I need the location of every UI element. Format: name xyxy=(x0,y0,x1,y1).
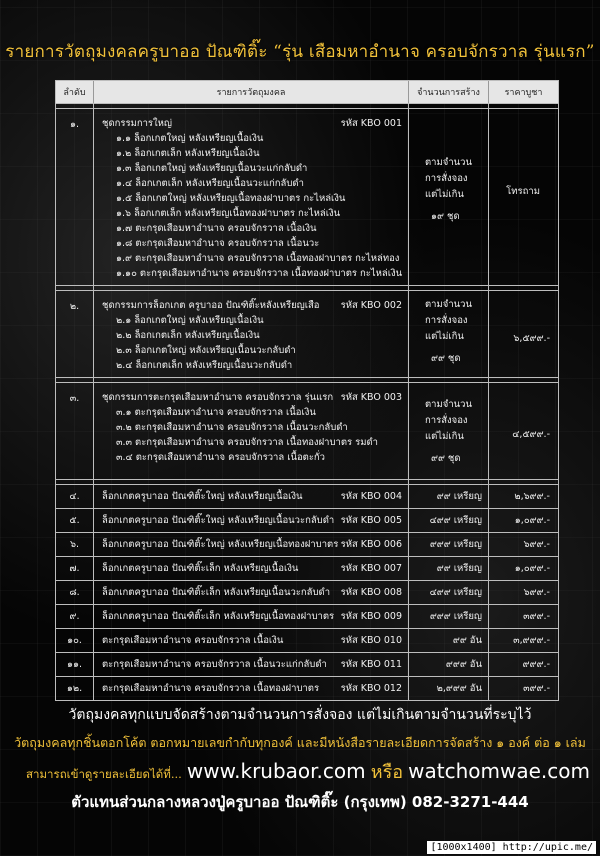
price-cell: ๓๙๙.- xyxy=(523,611,550,622)
price-cell xyxy=(489,109,558,285)
price-cell: ๑,๐๙๙.- xyxy=(514,515,550,526)
row-number: ๙. xyxy=(56,605,94,628)
price-cell: ๑,๐๙๙.- xyxy=(514,563,550,574)
qty-cell: ๔๙๙ เหรียญ xyxy=(409,581,489,604)
table-row xyxy=(56,653,558,677)
group-title-line xyxy=(102,391,402,405)
price-value: โทรถาม xyxy=(506,186,540,197)
table-row xyxy=(56,605,558,629)
header-price: ราคาบูชา xyxy=(504,88,543,98)
item-name: ล็อกเกตครูบาออ ปัณฑิติ๊ะใหญ่ หลังเหรียญเนื้อทองฝาบาตร xyxy=(102,539,339,550)
image-host-watermark: [1000x1400] http://upic.me/ xyxy=(427,841,596,854)
qty-line: แต่ไม่เกิน xyxy=(425,331,464,342)
qty-line: การสั่งจอง xyxy=(425,415,468,426)
item-name: ตะกรุดเสือมหาอำนาจ ครอบจักรวาล เนื้อทองฝาบาตร xyxy=(102,683,320,694)
qty-count: ๙๙ ชุด xyxy=(431,353,461,364)
item-cell xyxy=(94,533,409,556)
item-code: รหัส KBO 001 xyxy=(340,118,402,129)
price-cell: ๖๙๙.- xyxy=(523,539,550,550)
row-number: ๘. xyxy=(56,581,94,604)
sub-item: ๒.๓ ล็อกเกตใหญ่ หลังเหรียญเนื้อนวะกลับดำ xyxy=(116,345,296,356)
item-cell xyxy=(94,677,409,700)
group-name: ชุดกรรมการล็อกเกต ครูบาออ ปัณฑิติ๊ะหลังเหรียญเสือ xyxy=(102,300,320,311)
price-cell: ๖๙๙.- xyxy=(523,587,550,598)
qty-line: ตามจำนวน xyxy=(425,299,472,310)
item-cell xyxy=(94,557,409,580)
item-name: ล็อกเกตครูบาออ ปัณฑิติ๊ะเล็ก หลังเหรียญเนื้อเงิน xyxy=(102,563,299,574)
item-cell xyxy=(94,605,409,628)
item-code: รหัส KBO 012 xyxy=(340,683,402,694)
sub-item: ๒.๒ ล็อกเกตเล็ก หลังเหรียญเนื้อเงิน xyxy=(116,330,260,341)
agent-contact: ตัวแทนส่วนกลางหลวงปู่ครูบาออ ปัณฑิติ๊ะ (กรุงเทพ) 082-3271-444 xyxy=(71,793,529,811)
row-number: ๑๒. xyxy=(56,677,94,700)
item-code: รหัส KBO 002 xyxy=(340,300,402,311)
qty-count: ๙๙ ชุด xyxy=(431,453,461,464)
row-number: ๑. xyxy=(56,109,94,285)
qty-line: แต่ไม่เกิน xyxy=(425,431,464,442)
qty-line: ตามจำนวน xyxy=(425,157,472,168)
website-link-1[interactable]: www.krubaor.com xyxy=(186,759,366,783)
item-name: ตะกรุดเสือมหาอำนาจ ครอบจักรวาล เนื้อนวะแก่กลับดำ xyxy=(102,659,327,670)
item-code: รหัส KBO 009 xyxy=(340,611,402,622)
price-cell: ๓๙๙.- xyxy=(523,683,550,694)
row-number: ๑๑. xyxy=(56,653,94,676)
qty-cell: ๔๙๙ เหรียญ xyxy=(409,509,489,532)
sub-item: ๓.๓ ตะกรุดเสือมหาอำนาจ ครอบจักรวาล เนื้อทองฝาบาตร รมดำ xyxy=(116,437,378,448)
price-cell: ๒,๖๙๙.- xyxy=(514,491,550,502)
table-row xyxy=(56,533,558,557)
item-cell xyxy=(94,383,409,479)
item-name: ตะกรุดเสือมหาอำนาจ ครอบจักรวาล เนื้อเงิน xyxy=(102,635,284,646)
price-cell: ๙๙๙.- xyxy=(522,659,550,670)
group-name: ชุดกรรมการใหญ่ xyxy=(102,118,173,129)
item-code: รหัส KBO 003 xyxy=(340,392,402,403)
qty-cell: ๒,๙๙๙ อัน xyxy=(409,677,489,700)
qty-cell: ๙๙ เหรียญ xyxy=(409,485,489,508)
item-code: รหัส KBO 004 xyxy=(340,491,402,502)
website-link-2[interactable]: watchomwae.com xyxy=(408,759,591,783)
sub-item: ๓.๑ ตะกรุดเสือมหาอำนาจ ครอบจักรวาล เนื้อเงิน xyxy=(116,407,316,418)
item-code: รหัส KBO 006 xyxy=(340,539,402,550)
table-row xyxy=(56,485,558,509)
price-value: ๖,๕๙๙.- xyxy=(513,333,550,344)
table-row xyxy=(56,557,558,581)
sub-item: ๑.๓ ล็อกเกตใหญ่ หลังเหรียญเนื้อนวะแก่กลับดำ xyxy=(116,163,308,174)
qty-line: ตามจำนวน xyxy=(425,399,472,410)
qty-cell: ๙๙๙ เหรียญ xyxy=(409,533,489,556)
row-number: ๑๐. xyxy=(56,629,94,652)
sub-item: ๒.๔ ล็อกเกตเล็ก หลังเหรียญเนื้อนวะกลับดำ xyxy=(116,360,293,371)
item-cell xyxy=(94,509,409,532)
item-code: รหัส KBO 005 xyxy=(340,515,402,526)
price-table xyxy=(55,80,559,701)
row-number: ๓. xyxy=(56,383,94,479)
row-number: ๔. xyxy=(56,485,94,508)
sub-item: ๑.๘ ตะกรุดเสือมหาอำนาจ ครอบจักรวาล เนื้อนวะ xyxy=(116,238,320,249)
qty-cell xyxy=(409,383,489,479)
sub-item: ๑.๑ ล็อกเกตใหญ่ หลังเหรียญเนื้อเงิน xyxy=(116,133,264,144)
item-cell xyxy=(94,653,409,676)
qty-cell: ๙๙ เหรียญ xyxy=(409,557,489,580)
item-name: ล็อกเกตครูบาออ ปัณฑิติ๊ะใหญ่ หลังเหรียญเนื้อนวะกลับดำ xyxy=(102,515,335,526)
stamp-note: วัตถุมงคลทุกชิ้นตอกโค้ต ตอกหมายเลขกำกับทุกองค์ และมีหนังสือรายละเอียดการจัดสร้าง ๑ องค์ ต่อ ๑ เล่ม xyxy=(14,735,586,750)
price-cell xyxy=(489,291,558,377)
item-cell xyxy=(94,629,409,652)
table-row xyxy=(56,581,558,605)
header-qty: จำนวนการสร้าง xyxy=(409,81,489,103)
item-code: รหัส KBO 007 xyxy=(340,563,402,574)
item-cell xyxy=(94,581,409,604)
sub-item: ๑.๕ ล็อกเกตใหญ่ หลังเหรียญเนื้อทองฝาบาตร กะไหล่เงิน xyxy=(116,193,346,204)
table-row-group-2 xyxy=(56,291,558,378)
group-name: ชุดกรรมการตะกรุดเสือมหาอำนาจ ครอบจักรวาล รุ่นแรก xyxy=(102,392,334,403)
item-cell xyxy=(94,109,409,285)
header-no: ลำดับ xyxy=(56,81,94,103)
qty-cell: ๙๙ อัน xyxy=(409,629,489,652)
sub-item: ๑.๔ ล็อกเกตเล็ก หลังเหรียญเนื้อนวะแก่กลับดำ xyxy=(116,178,304,189)
row-number: ๖. xyxy=(56,533,94,556)
table-row xyxy=(56,509,558,533)
item-name: ล็อกเกตครูบาออ ปัณฑิติ๊ะเล็ก หลังเหรียญเนื้อทองฝาบาตร xyxy=(102,611,335,622)
website-line xyxy=(26,757,591,786)
sub-item: ๑.๗ ตะกรุดเสือมหาอำนาจ ครอบจักรวาล เนื้อเงิน xyxy=(116,223,317,234)
qty-cell: ๙๙๙ เหรียญ xyxy=(409,605,489,628)
item-name: ล็อกเกตครูบาออ ปัณฑิติ๊ะใหญ่ หลังเหรียญเนื้อเงิน xyxy=(102,491,303,502)
sub-item: ๑.๒ ล็อกเกตเล็ก หลังเหรียญเนื้อเงิน xyxy=(116,148,260,159)
sub-item: ๑.๑๐ ตะกรุดเสือมหาอำนาจ ครอบจักรวาล เนื้อทองฝาบาตร กะไหล่เงิน xyxy=(116,268,403,279)
sub-item: ๑.๖ ล็อกเกตเล็ก หลังเหรียญเนื้อทองฝาบาตร กะไหล่เงิน xyxy=(116,208,341,219)
sub-item: ๓.๒ ตะกรุดเสือมหาอำนาจ ครอบจักรวาล เนื้อนวะกลับดำ xyxy=(116,422,348,433)
item-cell xyxy=(94,485,409,508)
item-name: ล็อกเกตครูบาออ ปัณฑิติ๊ะเล็ก หลังเหรียญเนื้อนวะกลับดำ xyxy=(102,587,331,598)
qty-line: แต่ไม่เกิน xyxy=(425,189,464,200)
table-header xyxy=(56,81,558,104)
or-label: หรือ xyxy=(370,762,404,783)
sub-item: ๓.๔ ตะกรุดเสือมหาอำนาจ ครอบจักรวาล เนื้อตะกั่ว xyxy=(116,452,326,463)
sub-item: ๑.๙ ตะกรุดเสือมหาอำนาจ ครอบจักรวาล เนื้อทองฝาบาตร กะไหล่ทอง xyxy=(116,253,400,264)
group-title-line xyxy=(102,299,402,313)
price-value: ๔,๕๙๙.- xyxy=(512,429,550,440)
price-cell: ๓,๙๙๙.- xyxy=(513,635,550,646)
qty-count: ๑๙ ชุด xyxy=(431,211,460,222)
item-code: รหัส KBO 010 xyxy=(340,635,402,646)
qty-cell: ๙๙๙ อัน xyxy=(409,653,489,676)
website-prefix: สามารถเข้าดูรายละเอียดได้ที่... xyxy=(26,767,182,781)
qty-line: การสั่งจอง xyxy=(425,315,468,326)
row-number: ๒. xyxy=(56,291,94,377)
qty-cell xyxy=(409,291,489,377)
sub-item: ๒.๑ ล็อกเกตใหญ่ หลังเหรียญเนื้อเงิน xyxy=(116,315,264,326)
group-title-line xyxy=(102,117,402,131)
qty-line: การสั่งจอง xyxy=(425,173,468,184)
item-code: รหัส KBO 011 xyxy=(340,659,402,670)
table-row xyxy=(56,677,558,700)
page-title: รายการวัตถุมงคลครูบาออ ปัณฑิติ๊ะ “รุ่น เสือมหาอำนาจ ครอบจักรวาล รุ่นแรก” xyxy=(5,42,595,62)
table-row xyxy=(56,629,558,653)
row-number: ๕. xyxy=(56,509,94,532)
row-number: ๗. xyxy=(56,557,94,580)
item-cell xyxy=(94,291,409,377)
table-row-group-3 xyxy=(56,383,558,480)
order-note: วัตถุมงคลทุกแบบจัดสร้างตามจำนวนการสั่งจอง แต่ไม่เกินตามจำนวนที่ระบุไว้ xyxy=(68,707,532,723)
qty-cell xyxy=(409,109,489,285)
header-item: รายการวัตถุมงคล xyxy=(94,81,409,103)
item-code: รหัส KBO 008 xyxy=(340,587,402,598)
table-row-group-1 xyxy=(56,109,558,286)
price-cell xyxy=(489,383,558,479)
